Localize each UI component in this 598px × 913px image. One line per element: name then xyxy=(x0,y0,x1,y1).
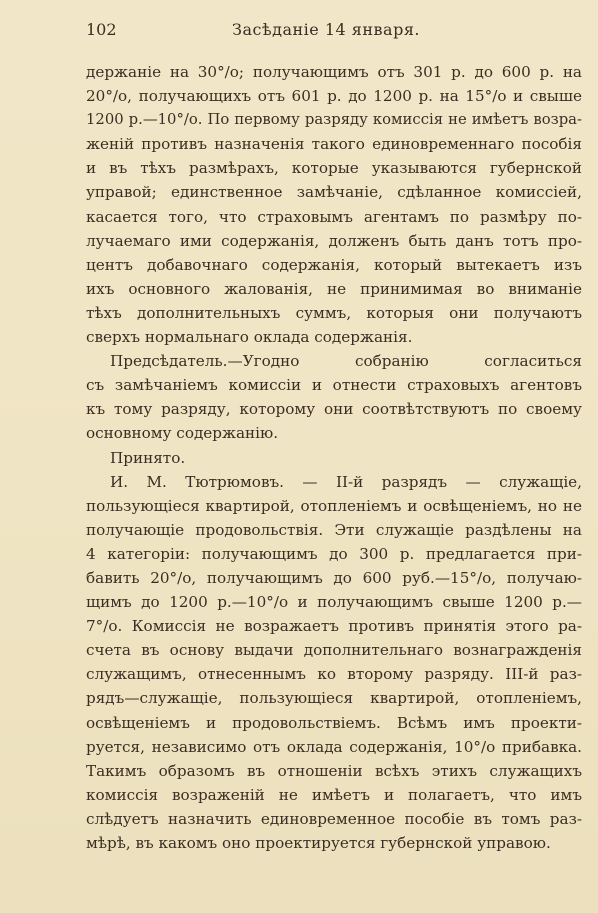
page-number: 102 xyxy=(86,20,117,39)
running-title: Засѣданіе 14 января. xyxy=(232,20,421,39)
text-line: съ замѣчаніемъ комиссіи и отнести страховыхъ агентовъ xyxy=(86,376,582,395)
text-line: пользующіеся квартирой, отопленіемъ и освѣщеніемъ, но не xyxy=(86,496,582,515)
text-line: мѣрѣ, въ какомъ оно проектируется губернской управою. xyxy=(86,834,551,852)
text-line: рядъ—служащіе, пользующіеся квартирой, отопленіемъ, xyxy=(86,689,582,708)
text-line: и въ тѣхъ размѣрахъ, которые указываются губернской xyxy=(86,159,582,178)
text-line: сверхъ нормальнаго оклада содержанія. xyxy=(86,328,413,347)
text-line: Такимъ образомъ въ отношеніи всѣхъ этихъ служащихъ xyxy=(86,761,582,780)
text-line: управой; единственное замѣчаніе, сдѣланное комиссіей, xyxy=(86,183,582,202)
paragraph-accepted xyxy=(86,446,582,470)
text-line: 20°/о, получающихъ отъ 601 р. до 1200 р. на 15°/о и свыше xyxy=(86,87,582,106)
text-line: бавить 20°/о, получающимъ до 600 руб.—15°/о, получаю- xyxy=(86,568,582,587)
text-line: 4 категоріи: получающимъ до 300 р. предлагается при- xyxy=(86,544,582,563)
text-line: Предсѣдатель.—Угодно собранію согласиться xyxy=(110,352,582,371)
text-line: тѣхъ дополнительныхъ суммъ, которыя они получаютъ xyxy=(86,303,582,322)
text-line: основному содержанію. xyxy=(86,424,279,443)
text-line: центъ добавочнаго содержанія, который вытекаетъ изъ xyxy=(86,255,582,274)
text-line: служащимъ, отнесеннымъ ко второму разряду. III-й раз- xyxy=(86,665,582,684)
text-line: 7°/о. Комиссія не возражаетъ противъ принятія этого ра- xyxy=(86,617,582,636)
text-line: касается того, что страховымъ агентамъ по размѣру по- xyxy=(86,207,582,226)
text-line: руется, независимо отъ оклада содержанія, 10°/о прибавка. xyxy=(86,737,582,756)
paragraph-chairman-remark xyxy=(86,349,582,445)
text-line: ихъ основного жалованія, не принимимая во вниманіе xyxy=(86,279,582,298)
paragraph-tyutryumov-speech xyxy=(86,470,582,856)
text-line: комиссія возраженій не имѣетъ и полагаетъ, что имъ xyxy=(86,785,582,804)
text-line: держаніе на 30°/о; получающимъ отъ 301 р. до 600 р. на xyxy=(86,63,582,81)
page-header xyxy=(86,18,578,42)
text-line: 1200 р.—10°/о. По первому разряду комиссія не имѣетъ возра- xyxy=(86,111,582,129)
body-text xyxy=(86,60,582,855)
text-line: къ тому разряду, которому они соотвѣтствуютъ по своему xyxy=(86,400,582,419)
text-line: женій противъ назначенія такого единовременнаго пособія xyxy=(86,135,582,154)
text-line: счета въ основу выдачи дополнительнаго вознагражденія xyxy=(86,641,582,660)
text-line: И. М. Тютрюмовъ. — II-й разрядъ — служащіе, xyxy=(110,472,582,491)
text-line: лучаемаго ими содержанія, долженъ быть данъ тотъ про- xyxy=(86,231,582,250)
text-line: получающіе продовольствія. Эти служащіе раздѣлены на xyxy=(86,520,582,539)
text-line: щимъ до 1200 р.—10°/о и получающимъ свыше 1200 р.— xyxy=(86,593,582,612)
paragraph-commission-report xyxy=(86,60,582,349)
text-line: Принято. xyxy=(110,448,186,467)
text-line: освѣщеніемъ и продовольствіемъ. Всѣмъ имъ проекти- xyxy=(86,713,582,732)
text-line: слѣдуетъ назначить единовременное пособіе въ томъ раз- xyxy=(86,809,582,828)
